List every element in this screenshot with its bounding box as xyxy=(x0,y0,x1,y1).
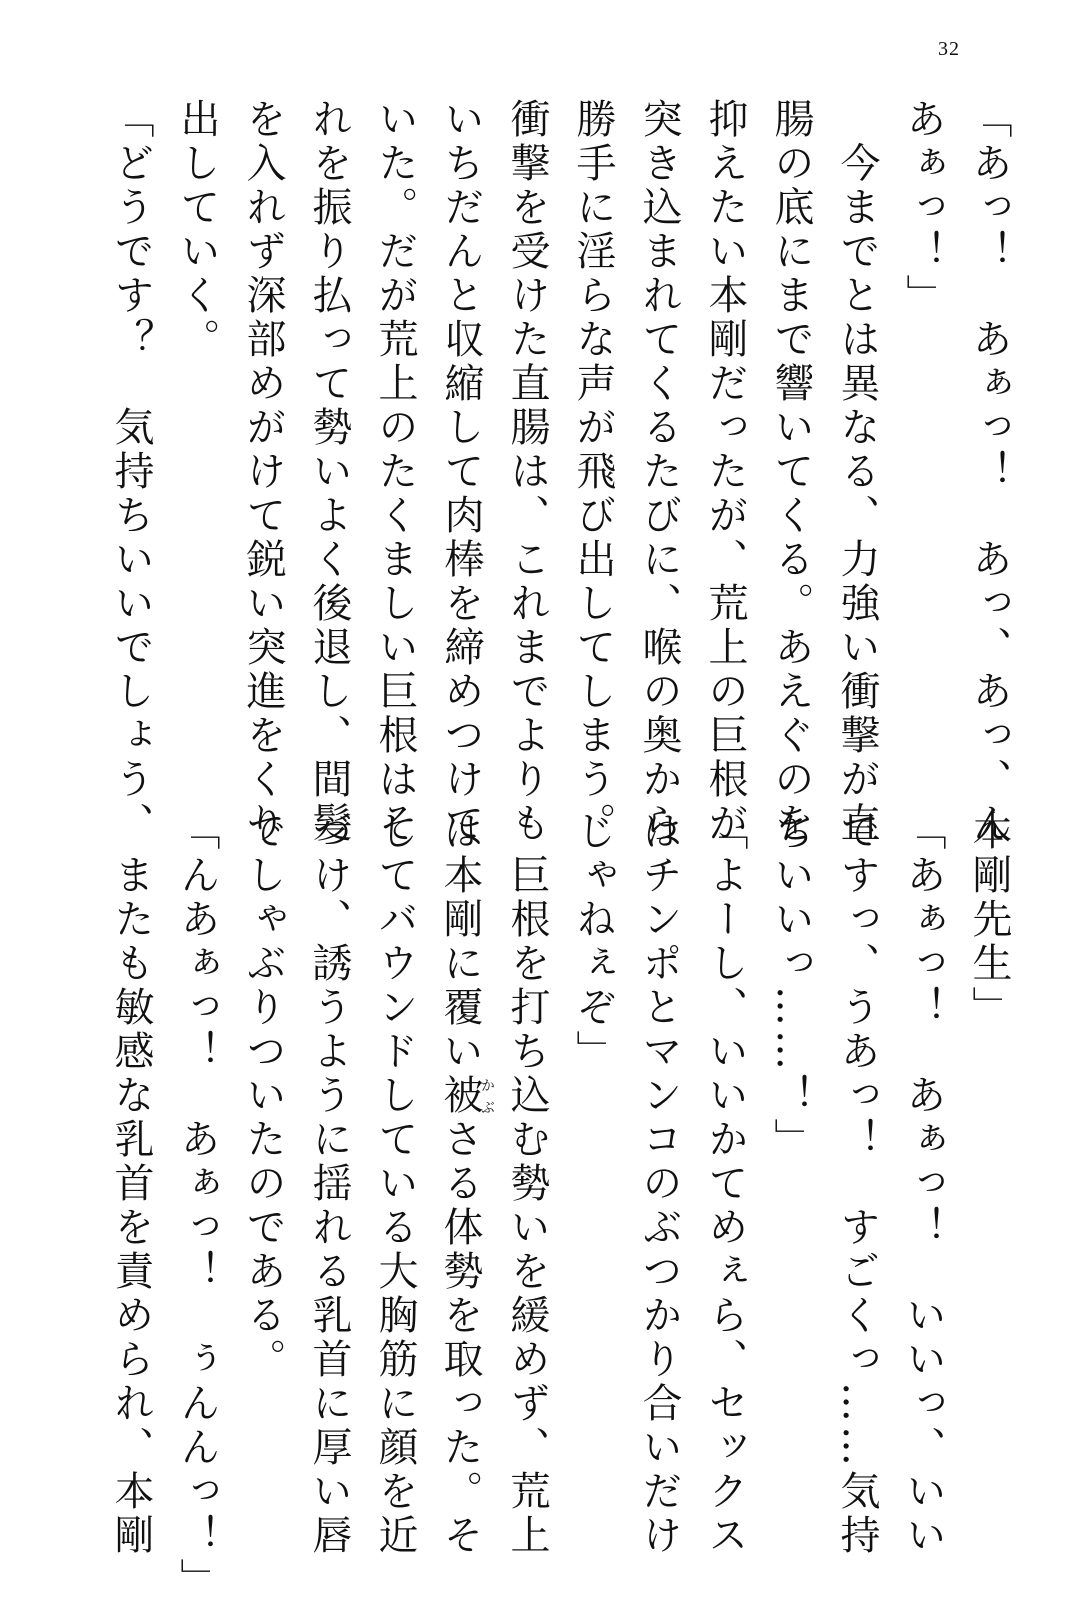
text-line: 勝手に淫らな声が飛び出してしまう。 xyxy=(570,98,616,846)
text-line: れを振り払って勢いよく後退し、間髪 xyxy=(306,98,352,846)
text-line: はチンポとマンコのぶつかり合いだけ xyxy=(636,810,682,1558)
page-number: 32 xyxy=(938,38,960,60)
text-line: 抑えたい本剛だったが、荒上の巨根が xyxy=(702,98,748,846)
text-line: 出していく。 xyxy=(174,98,220,362)
ruby-line-after: さる体勢を取った。そ xyxy=(437,1118,483,1558)
text-line: ちいいっ……！」 xyxy=(768,810,814,1162)
text-line: いちだんと収縮して肉棒を締めつけて xyxy=(438,98,484,846)
text-line: 「あぁっ！ あぁっ！ いいっ、いい xyxy=(900,810,946,1558)
text-line: 突き込まれてくるたびに、喉の奥から xyxy=(636,98,682,846)
text-line: 腸の底にまで響いてくる。あえぐのを xyxy=(768,98,814,846)
text-line: 「んあぁっ！ あぁっ！ ぅんんっ！」 xyxy=(174,810,220,1602)
ruby-line-before: は本剛に覆い xyxy=(437,810,483,1074)
text-line: でしゃぶりついたのである。 xyxy=(240,810,286,1382)
text-line: 衝撃を受けた直腸は、これまでよりも xyxy=(504,98,550,846)
ruby-base: 被 xyxy=(437,1074,483,1118)
top-text-block xyxy=(108,98,1022,846)
ruby-reading: かぶ xyxy=(479,1074,495,1118)
text-line: あぁっ！」 xyxy=(900,98,946,318)
text-line: してバウンドしている大胸筋に顔を近 xyxy=(372,810,418,1558)
text-line: じゃねぇぞ」 xyxy=(570,810,616,1074)
text-line: づけ、誘うように揺れる乳首に厚い唇 xyxy=(306,810,352,1558)
text-line: 「あっ！ あぁっ！ あっ、あっ、ん xyxy=(966,98,1012,846)
text-line: またも敏感な乳首を責められ、本剛 xyxy=(108,810,154,1558)
text-line: ですっ、うあっ！ すごくっ……気持 xyxy=(834,810,880,1558)
text-line-with-ruby xyxy=(428,810,495,1558)
furigana-ruby xyxy=(437,1074,495,1118)
text-line: 「よーし、いいかてめぇら、セックス xyxy=(702,810,748,1558)
bottom-text-block xyxy=(62,810,1022,1602)
text-line: 「どうです？ 気持ちいいでしょう、 xyxy=(108,98,154,846)
text-line: 今までとは異なる、力強い衝撃が直 xyxy=(834,98,880,846)
text-line: 本剛先生」 xyxy=(966,810,1012,1030)
text-line: いた。だが荒上のたくましい巨根はそ xyxy=(372,98,418,846)
text-line: 巨根を打ち込む勢いを緩めず、荒上 xyxy=(504,810,550,1558)
text-line: を入れず深部めがけて鋭い突進をくり xyxy=(240,98,286,846)
